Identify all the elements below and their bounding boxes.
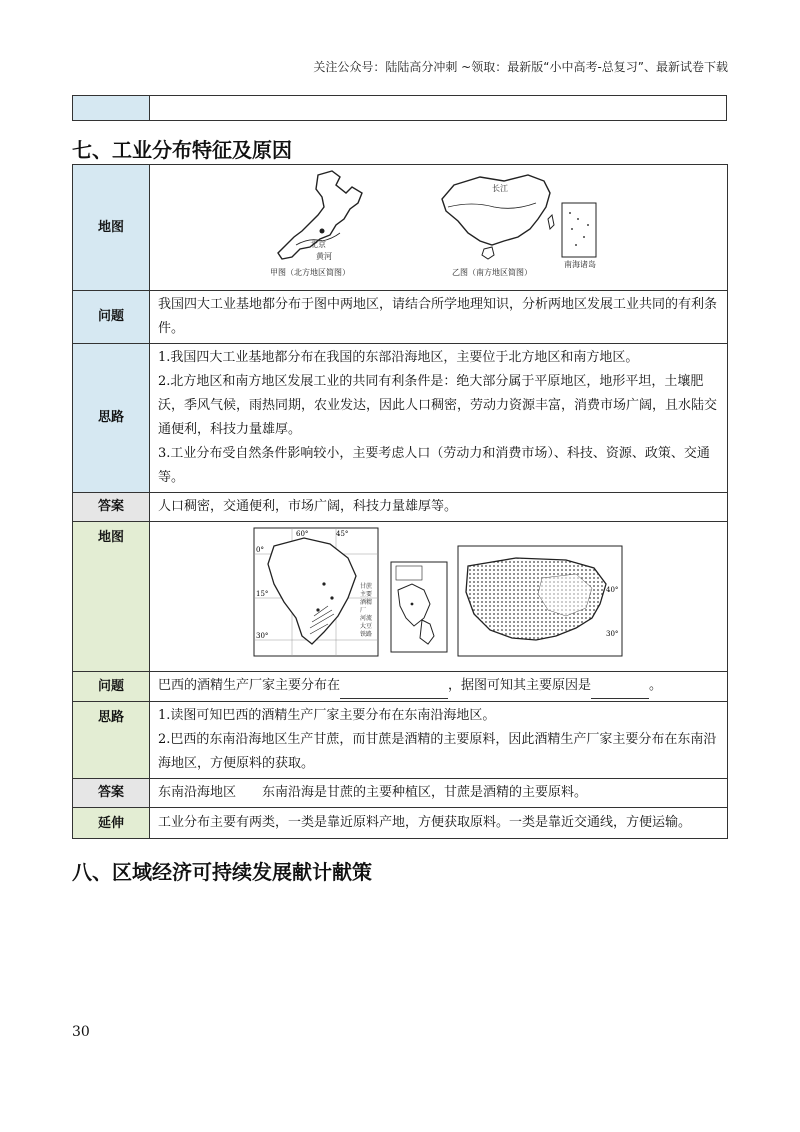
reasoning-line: 2.北方地区和南方地区发展工业的共同有利条件是：绝大部分属于平原地区，地形平坦，土壤肥沃，季风气候，雨热同期，农业发达，因此人口稠密，劳动力资源丰富，消费市场广阔，且水陆交通便利，科技力量雄厚。: [158, 374, 718, 437]
page-number: 30: [72, 1024, 90, 1040]
legend-item: 铁路: [359, 631, 372, 638]
block1-question-text: 我国四大工业基地都分布于图中两地区，请结合所学地理知识，分析两地区发展工业共同的有利条件。: [150, 291, 728, 344]
question-part: ，据图可知其主要原因是: [448, 678, 592, 693]
block2-answer-row: [73, 779, 728, 808]
legend-item: 大豆: [359, 623, 372, 630]
block2-map-cell: [150, 522, 728, 672]
reasoning-line: 1.读图可知巴西的酒精生产厂家主要分布在东南沿海地区。: [158, 708, 496, 723]
north-map-caption: 甲图（北方地区简图）: [269, 268, 350, 277]
lat-0-label: 0°: [255, 546, 264, 554]
reasoning-line: 2.巴西的东南沿海地区生产甘蔗，而甘蔗是酒精的主要原料，因此酒精生产厂家主要分布在东南沿海地区，方便原料的获取。: [158, 732, 717, 771]
block1-question-row: [73, 291, 728, 344]
block1-answer-text: 人口稠密，交通便利，市场广阔，科技力量雄厚等。: [150, 493, 728, 522]
answer-blank-1: [340, 674, 448, 699]
block1-answer-label: 答案: [73, 493, 150, 522]
legend-item: 河流: [359, 615, 372, 622]
previous-table-tail: [72, 95, 727, 121]
lon-60-label: 60°: [295, 530, 308, 538]
block2-answer-label: 答案: [73, 779, 150, 808]
south-china-map: [432, 167, 612, 288]
block1-reasoning-cell: [150, 344, 728, 493]
block2-question-row: [73, 672, 728, 702]
header-note: 关注公众号：陆陆高分冲刺 ~领取：最新版“小中高考-总复习”、最新试卷下载: [313, 60, 728, 74]
block2-reasoning-cell: [150, 702, 728, 779]
block2-map-label: 地图: [73, 522, 150, 672]
usa-lat-30-label: 30°: [605, 630, 618, 638]
block1-map-cell: [150, 165, 728, 291]
south-islands-label: 南海诸岛: [563, 260, 596, 269]
block2-reasoning-row: [73, 702, 728, 779]
question-part: 巴西的酒精生产厂家主要分布在: [158, 678, 341, 693]
brazil-map: [252, 524, 382, 669]
block1-answer-row: [73, 493, 728, 522]
block2-map-row: [73, 522, 728, 672]
section-7-title: 七、工业分布特征及原因: [72, 138, 292, 162]
section-8-title: 八、区域经济可持续发展献计献策: [72, 860, 372, 884]
answer-part-a: 东南沿海地区: [158, 785, 237, 800]
block1-reasoning-row: [73, 344, 728, 493]
legend-item: 酒精: [359, 599, 372, 606]
north-river-label: 黄河: [315, 252, 332, 261]
block1-question-label: 问题: [73, 291, 150, 344]
lat-15-label: 15°: [255, 590, 268, 598]
block1-reasoning-label: 思路: [73, 344, 150, 493]
block2-extension-label: 延伸: [73, 808, 150, 839]
locator-map: [390, 560, 448, 669]
block2-extension-row: [73, 808, 728, 839]
south-river-label: 长江: [491, 184, 508, 193]
section-7-table: [72, 164, 728, 839]
block2-answer-cell: [150, 779, 728, 808]
legend-item: 厂: [359, 607, 366, 614]
north-china-map: [266, 167, 406, 288]
previous-table-label-cell: [73, 96, 150, 120]
reasoning-line: 3.工业分布受自然条件影响较小，主要考虑人口（劳动力和消费市场）、科技、资源、政策、交通等。: [158, 446, 710, 485]
lat-30-label: 30°: [255, 632, 268, 640]
legend-item: 主要: [359, 591, 372, 598]
block2-question-label: 问题: [73, 672, 150, 702]
block1-map-row: [73, 165, 728, 291]
legend-item: 甘蔗: [359, 583, 372, 590]
usa-map: [456, 544, 626, 669]
answer-part-b: 东南沿海是甘蔗的主要种植区，甘蔗是酒精的主要原料。: [262, 785, 588, 800]
block1-map-label: 地图: [73, 165, 150, 291]
block2-extension-text: 工业分布主要有两类，一类是靠近原料产地，方便获取原料。一类是靠近交通线，方便运输。: [150, 808, 728, 839]
answer-blank-2: [591, 674, 649, 699]
south-map-caption: 乙图（南方地区简图）: [451, 268, 532, 277]
block2-question-cell: [150, 672, 728, 702]
block2-reasoning-label: 思路: [73, 702, 150, 779]
usa-lat-40-label: 40°: [605, 586, 618, 594]
north-city-label: 北京: [309, 240, 326, 249]
lon-45-label: 45°: [335, 530, 348, 538]
question-part: 。: [649, 678, 663, 693]
reasoning-line: 1.我国四大工业基地都分布在我国的东部沿海地区，主要位于北方地区和南方地区。: [158, 350, 639, 365]
